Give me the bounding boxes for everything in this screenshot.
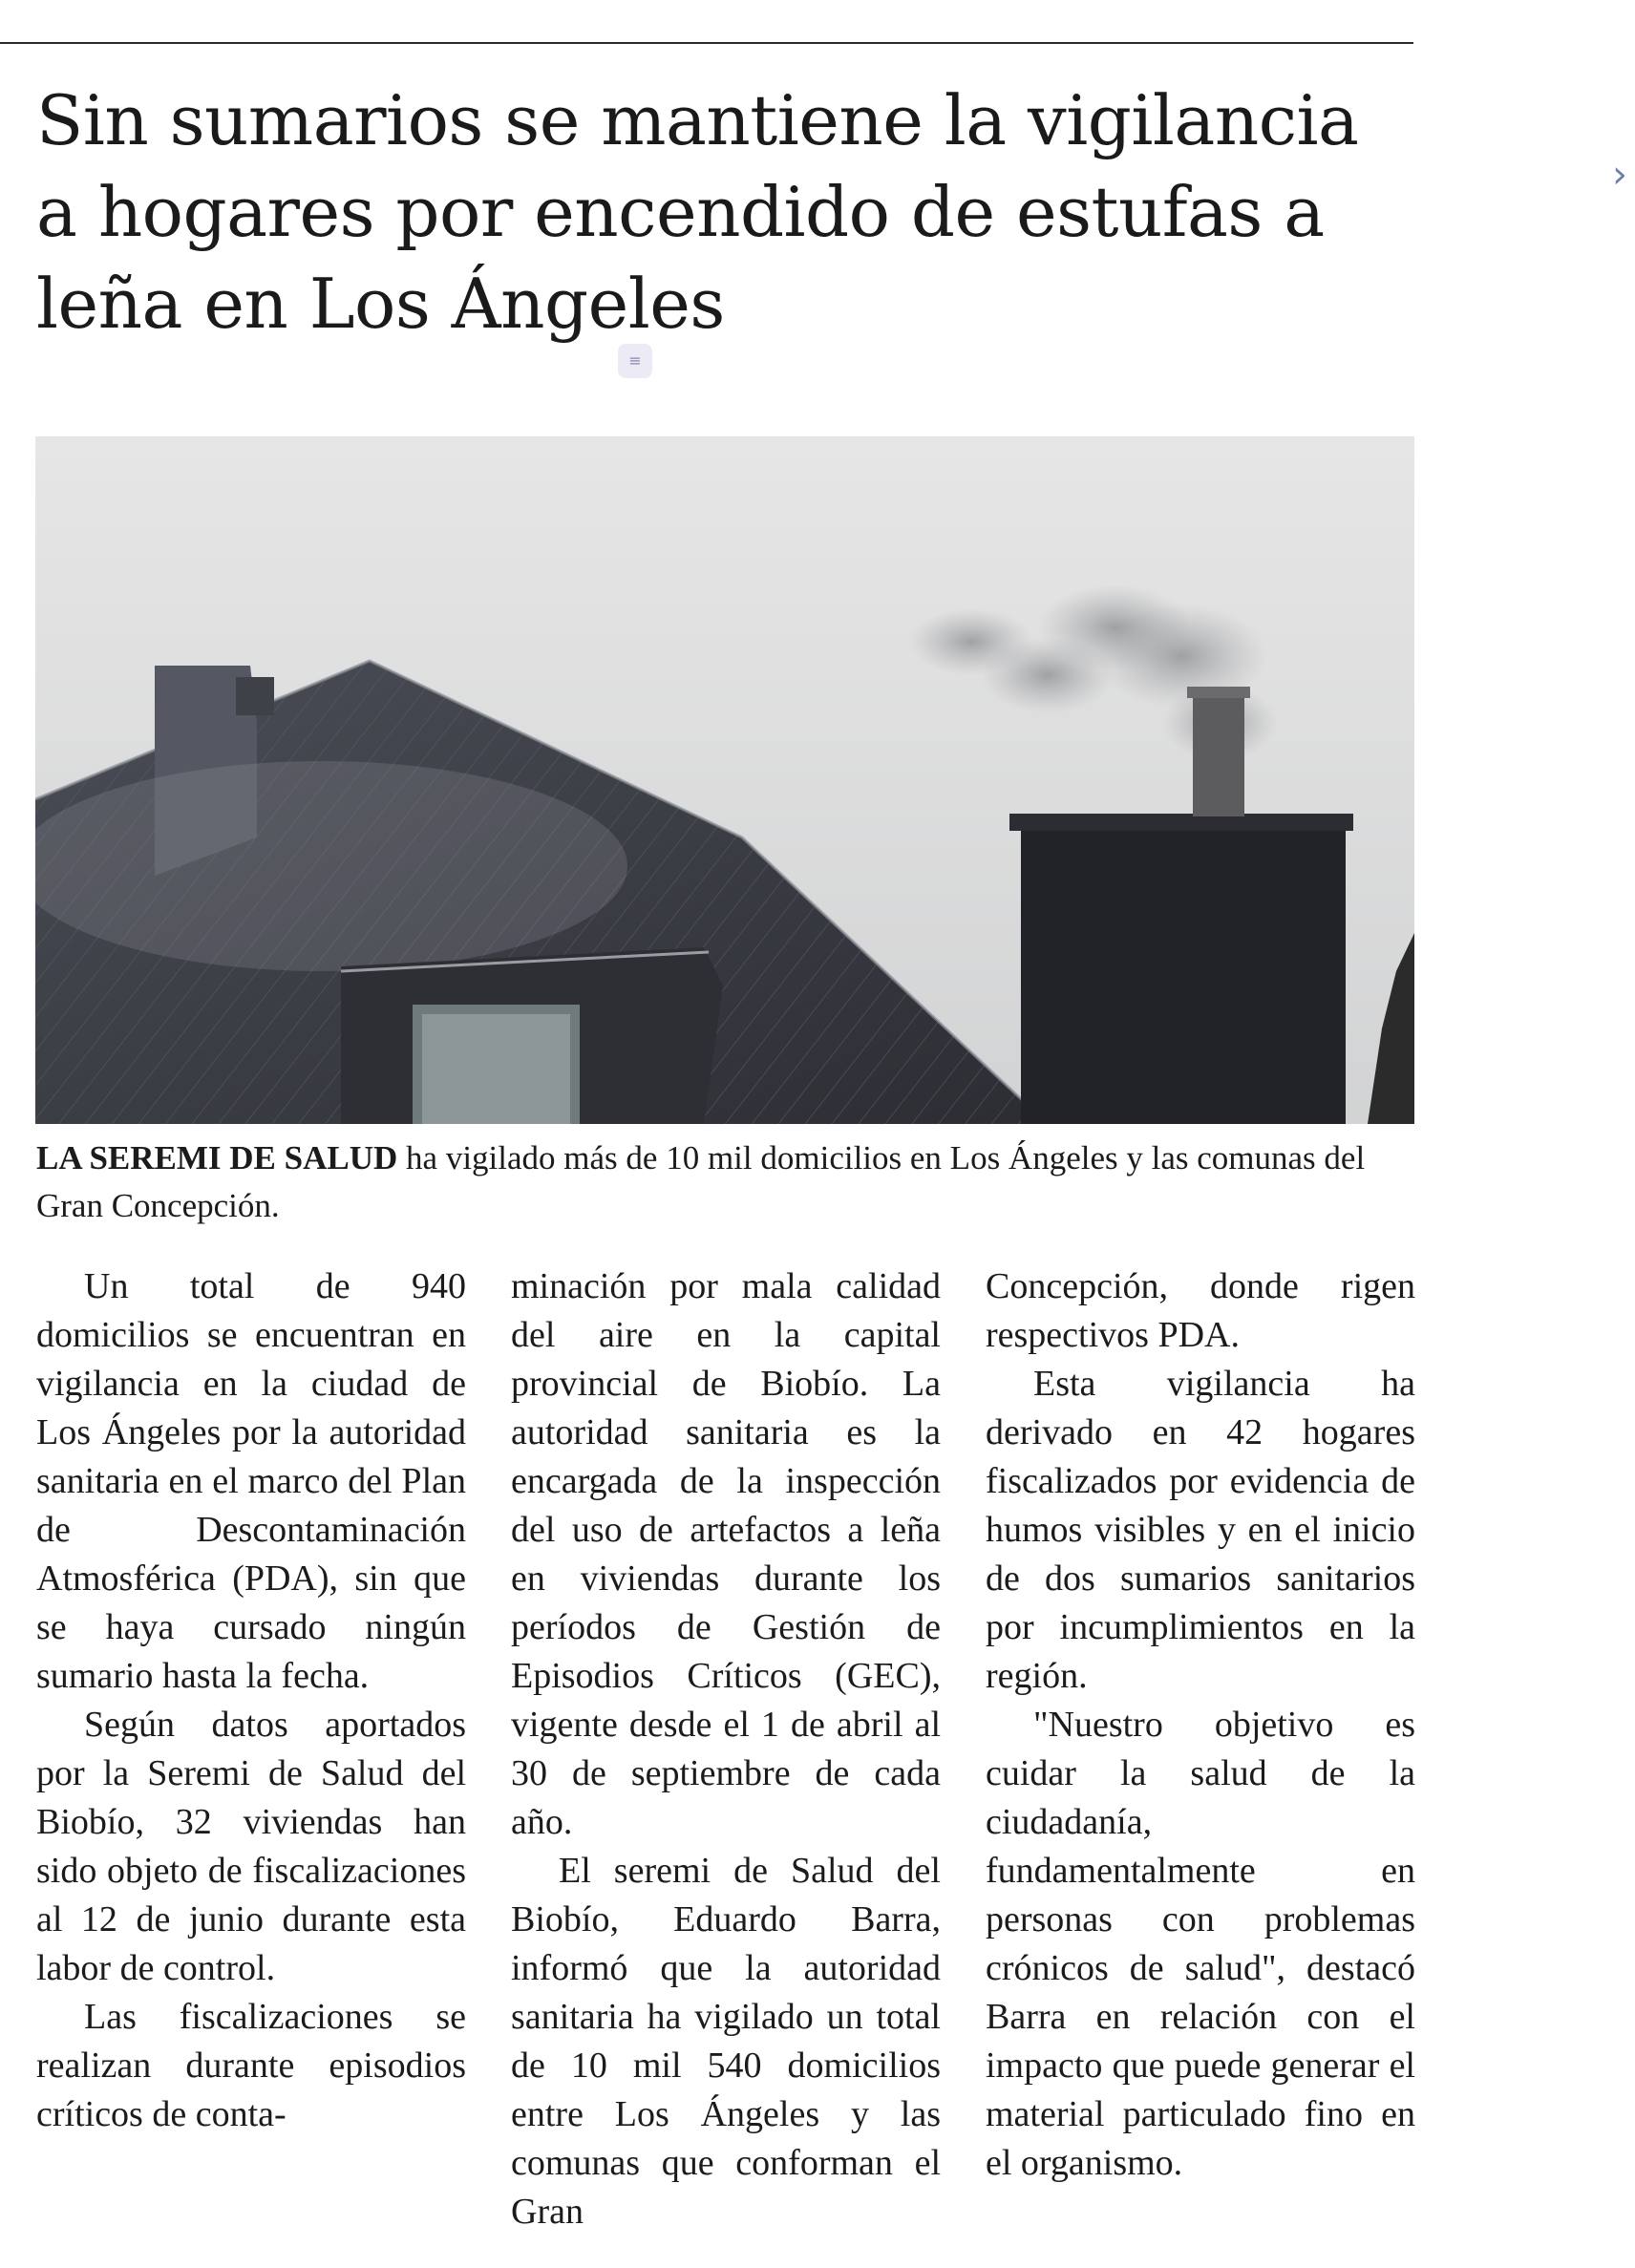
headline: Sin sumarios se mantiene la vigilancia a hogares por encendido de estufas a leña en Los Ángeles	[36, 80, 1359, 344]
top-rule	[0, 42, 1413, 44]
paragraph: Las fiscalizaciones se realizan durante episodios críticos de conta-	[36, 1997, 466, 2134]
body-column-1	[36, 1262, 466, 2139]
paragraph: El seremi de Salud del Biobío, Eduardo Barra, informó que la autoridad sanitaria ha vigilado un total de 10 mil 540 domicilios entre Los Ángeles y las comunas que conforman el Gran	[511, 1851, 941, 2232]
next-page-arrow-icon[interactable]: ›	[1612, 153, 1627, 197]
article-photo	[35, 436, 1414, 1124]
paragraph: Un total de 940 domicilios se encuentran en vigilancia en la ciudad de Los Ángeles por la autoridad sanitaria en el marco del Plan de Descontaminación Atmosférica (PDA), sin que se haya cursado ningún sumario hasta la fecha.	[36, 1266, 466, 1696]
article-body	[36, 1262, 1415, 2256]
paragraph: "Nuestro objetivo es cuidar la salud de la ciudadanía, fundamentalmente en personas con problemas crónicos de salud", destacó Barra en relación con el impacto que puede generar el material particulado fino en el organismo.	[986, 1705, 1415, 2183]
paragraph: Según datos aportados por la Seremi de Salud del Biobío, 32 viviendas han sido objeto de fiscalizaciones al 12 de junio durante esta labor de control.	[36, 1705, 466, 1988]
caption-lead: LA SEREMI DE SALUD	[36, 1139, 398, 1176]
photo-caption	[36, 1134, 1412, 1230]
body-column-3	[986, 1262, 1415, 2188]
body-column-2	[511, 1262, 941, 2236]
paragraph: Concepción, donde rigen respectivos PDA.	[986, 1266, 1415, 1355]
note-icon[interactable]: ≡	[618, 344, 652, 378]
paragraph: minación por mala calidad del aire en la capital provincial de Biobío. La autoridad sanitaria es la encargada de la inspección del uso de artefactos a leña en viviendas durante los períodos de Gestión de Episodios Críticos (GEC), vigente desde el 1 de abril al 30 de septiembre de cada año.	[511, 1266, 941, 1842]
paragraph: Esta vigilancia ha derivado en 42 hogares fiscalizados por evidencia de humos visibles y en el inicio de dos sumarios sanitarios por incumplimientos en la región.	[986, 1364, 1415, 1696]
caption-text: ha vigilado más de 10 mil domicilios en Los Ángeles y las comunas del Gran Concepción.	[36, 1139, 1366, 1224]
